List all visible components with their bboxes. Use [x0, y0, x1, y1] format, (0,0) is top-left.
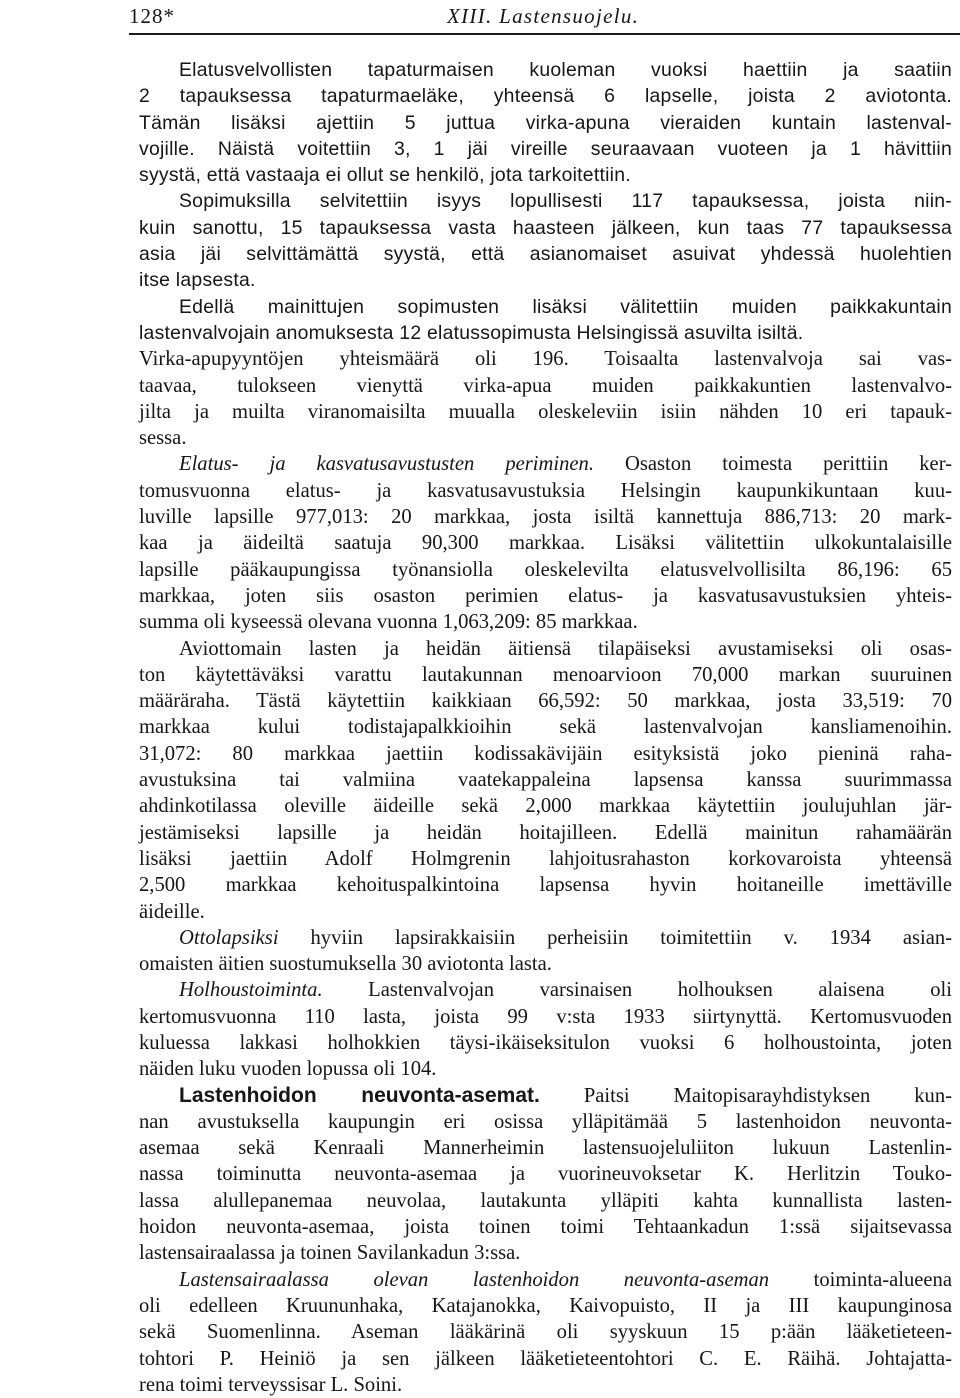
- text-line: avustuksina tai valmiina vaatekappaleina lapsensa kanssa suurimmassa: [139, 769, 952, 792]
- text-line: taavaa, tulokseen vienyttä virka-apua muiden paikkakuntien lastenvalvo-: [139, 374, 952, 397]
- text-line: summa oli kyseessä olevana vuonna 1,063,209: 85 markkaa.: [139, 611, 638, 634]
- text-line: kertomusvuonna 110 lasta, joista 99 v:sta 1933 siirtynyttä. Kertomusvuoden: [139, 1005, 952, 1028]
- text-run: Paitsi Maitopisarayhdistyksen kun-: [539, 1084, 952, 1107]
- text-line: määräraha. Tästä käytettiin kaikkiaan 66,592: 50 markkaa, josta 33,519: 70: [139, 690, 952, 713]
- paragraph: [139, 925, 952, 978]
- text-line: Sopimuksilla selvitettiin isyys lopullisesti 117 tapauksessa, joista niin-: [179, 190, 952, 213]
- text-line: luville lapsille 977,013: 20 markkaa, josta isiltä kannettuja 886,713: 20 mark-: [139, 506, 952, 529]
- text-run: Lastenvalvojan varsinaisen holhouksen alaisena oli: [322, 979, 952, 1002]
- paragraph: [139, 451, 952, 635]
- text-line: [139, 451, 952, 477]
- text-line: markkaa kului todistajapalkkioihin sekä lastenvalvojan kansliamenoihin.: [139, 716, 952, 739]
- text-line: [139, 977, 952, 1003]
- paragraph: [139, 1267, 952, 1398]
- text-line: Virka-apupyyntöjen yhteismäärä oli 196. Toisaalta lastenvalvoja sai vas-: [139, 348, 952, 371]
- page-number: 128*: [129, 4, 175, 28]
- text-line: markkaa, joten siis osaston perimien elatus- ja kasvatusavustuksien yhteis-: [139, 584, 952, 607]
- text-line: sessa.: [139, 427, 187, 450]
- text-line: rena toimi terveyssisar L. Soini.: [139, 1373, 403, 1396]
- paragraph: [139, 57, 952, 188]
- running-header: [0, 0, 960, 40]
- italic-lead: Elatus- ja kasvatusavustusten periminen.: [179, 453, 594, 476]
- text-line: asia jäi selvittämättä syystä, että asianomaiset asuivat yhdessä huolehtien: [139, 243, 952, 266]
- text-line: ahdinkotilassa oleville äideille sekä 2,000 markkaa käytettiin joulujuhlan jär-: [139, 795, 952, 818]
- text-line: oli edelleen Kruununhaka, Katajanokka, Kaivopuisto, II ja III kaupunginosa: [139, 1294, 952, 1317]
- paragraph: [139, 977, 952, 1082]
- text-line: 2 tapauksessa tapaturmaeläke, yhteensä 6 lapselle, joista 2 aviotonta.: [139, 85, 952, 108]
- text-line: [139, 1267, 952, 1293]
- chapter-title: XIII. Lastensuojelu.: [447, 4, 640, 28]
- text-line: jestämiseksi lapsille ja heidän hoitajilleen. Edellä mainitun rahamäärän: [139, 821, 952, 844]
- text-line: Edellä mainittujen sopimusten lisäksi välitettiin muiden paikkakuntain: [179, 295, 952, 318]
- text-line: kuluessa lakkasi holhokkien täysi-ikäiseksitulon vuoksi 6 holhoustointa, joten: [139, 1031, 952, 1054]
- text-line: nan avustuksella kaupungin eri osissa ylläpitämää 5 lastenhoidon neuvonta-: [139, 1110, 952, 1133]
- text-line: lastenvalvojain anomuksesta 12 elatussopimusta Helsingissä asuvilta isiltä.: [139, 321, 804, 344]
- italic-lead: Lastensairaalassa olevan lastenhoidon neuvonta-aseman: [179, 1268, 770, 1291]
- text-line: 31,072: 80 markkaa jaettiin kodissakävijäin esityksistä joko pieninä raha-: [139, 742, 952, 765]
- text-line: lapsille pääkaupungissa työnansiolla oleskelevilta elatusvelvollisilta 86,196: 65: [139, 558, 952, 581]
- text-line: syystä, että vastaaja ei ollut se henkilö, jota tarkoitettiin.: [139, 164, 631, 187]
- paragraph: [139, 346, 952, 451]
- text-line: kaa ja äideiltä saatuja 90,300 markkaa. Lisäksi välitettiin ulkokuntalaisille: [139, 532, 952, 555]
- italic-lead: Holhoustoiminta.: [179, 979, 323, 1002]
- text-line: ton käytettäväksi varattu lautakunnan menoarvioon 70,000 markan suuruinen: [139, 663, 952, 686]
- text-line: tohtori P. Heiniö ja sen jälkeen lääketieteentohtori C. E. Räihä. Johtajatta-: [139, 1347, 952, 1370]
- text-run: hyviin lapsirakkaisiin perheisiin toimitettiin v. 1934 asian-: [278, 926, 952, 949]
- text-line: asemaa sekä Kenraali Mannerheimin lastensuojeluliiton lukuun Lastenlin-: [139, 1137, 952, 1160]
- text-line: 2,500 markkaa kehoituspalkintoina lapsensa hyvin hoitaneille imettäville: [139, 874, 952, 897]
- text-line: Elatusvelvollisten tapaturmaisen kuoleman vuoksi haettiin ja saatiin: [179, 59, 952, 81]
- paragraph: [139, 636, 952, 925]
- italic-lead: Ottolapsiksi: [179, 926, 279, 949]
- section-heading: Lastenhoidon neuvonta-asemat.: [179, 1083, 540, 1107]
- text-line: lisäksi jaettiin Adolf Holmgrenin lahjoitusrahaston korkovaroista yhteensä: [139, 847, 952, 870]
- paragraph: [139, 188, 952, 293]
- paragraph: [139, 1083, 952, 1267]
- text-line: Tämän lisäksi ajettiin 5 juttua virka-apuna vieraiden kuntain lastenval-: [139, 111, 952, 134]
- text-line: Aviottomain lasten ja heidän äitiensä tilapäiseksi avustamiseksi oli osas-: [179, 637, 952, 660]
- text-line: hoidon neuvonta-asemaa, joista toinen toimi Tehtaankadun 1:ssä sijaitsevassa: [139, 1216, 952, 1239]
- text-line: lastensairaalassa ja toinen Savilankadun 3:ssa.: [139, 1242, 521, 1265]
- text-line: äideille.: [139, 900, 205, 923]
- text-line: nassa toiminutta neuvonta-asemaa ja vuorineuvoksetar K. Herlitzin Touko-: [139, 1163, 952, 1186]
- paragraph: [139, 294, 952, 347]
- text-line: lassa alullepanemaa neuvolaa, lautakunta ylläpiti kahta kunnallista lasten-: [139, 1189, 952, 1212]
- text-line: kuin sanottu, 15 tapauksessa vasta haasteen jälkeen, kun taas 77 tapauksessa: [139, 216, 952, 239]
- text-run: Osaston toimesta perittiin ker-: [593, 453, 952, 476]
- text-line: näiden luku vuoden lopussa oli 104.: [139, 1058, 437, 1081]
- text-line: sekä Suomenlinna. Aseman lääkärinä oli syyskuun 15 p:ään lääketieteen-: [139, 1321, 952, 1344]
- body-text: [139, 57, 952, 1398]
- header-rule: [129, 33, 960, 35]
- text-run: toiminta-alueena: [769, 1268, 952, 1291]
- text-line: [139, 925, 952, 951]
- text-line: jilta ja muilta viranomaisilta muualla oleskeleviin isiin nähden 10 eri tapauk-: [139, 400, 952, 423]
- text-line: vojille. Näistä voitettiin 3, 1 jäi vireille seuraavaan vuoteen ja 1 hävittiin: [139, 137, 952, 160]
- text-line: [139, 1083, 952, 1109]
- text-line: tomusvuonna elatus- ja kasvatusavustuksia Helsingin kaupunkikuntaan kuu-: [139, 479, 952, 502]
- text-line: itse lapsesta.: [139, 269, 256, 292]
- text-line: omaisten äitien suostumuksella 30 aviotonta lasta.: [139, 953, 552, 976]
